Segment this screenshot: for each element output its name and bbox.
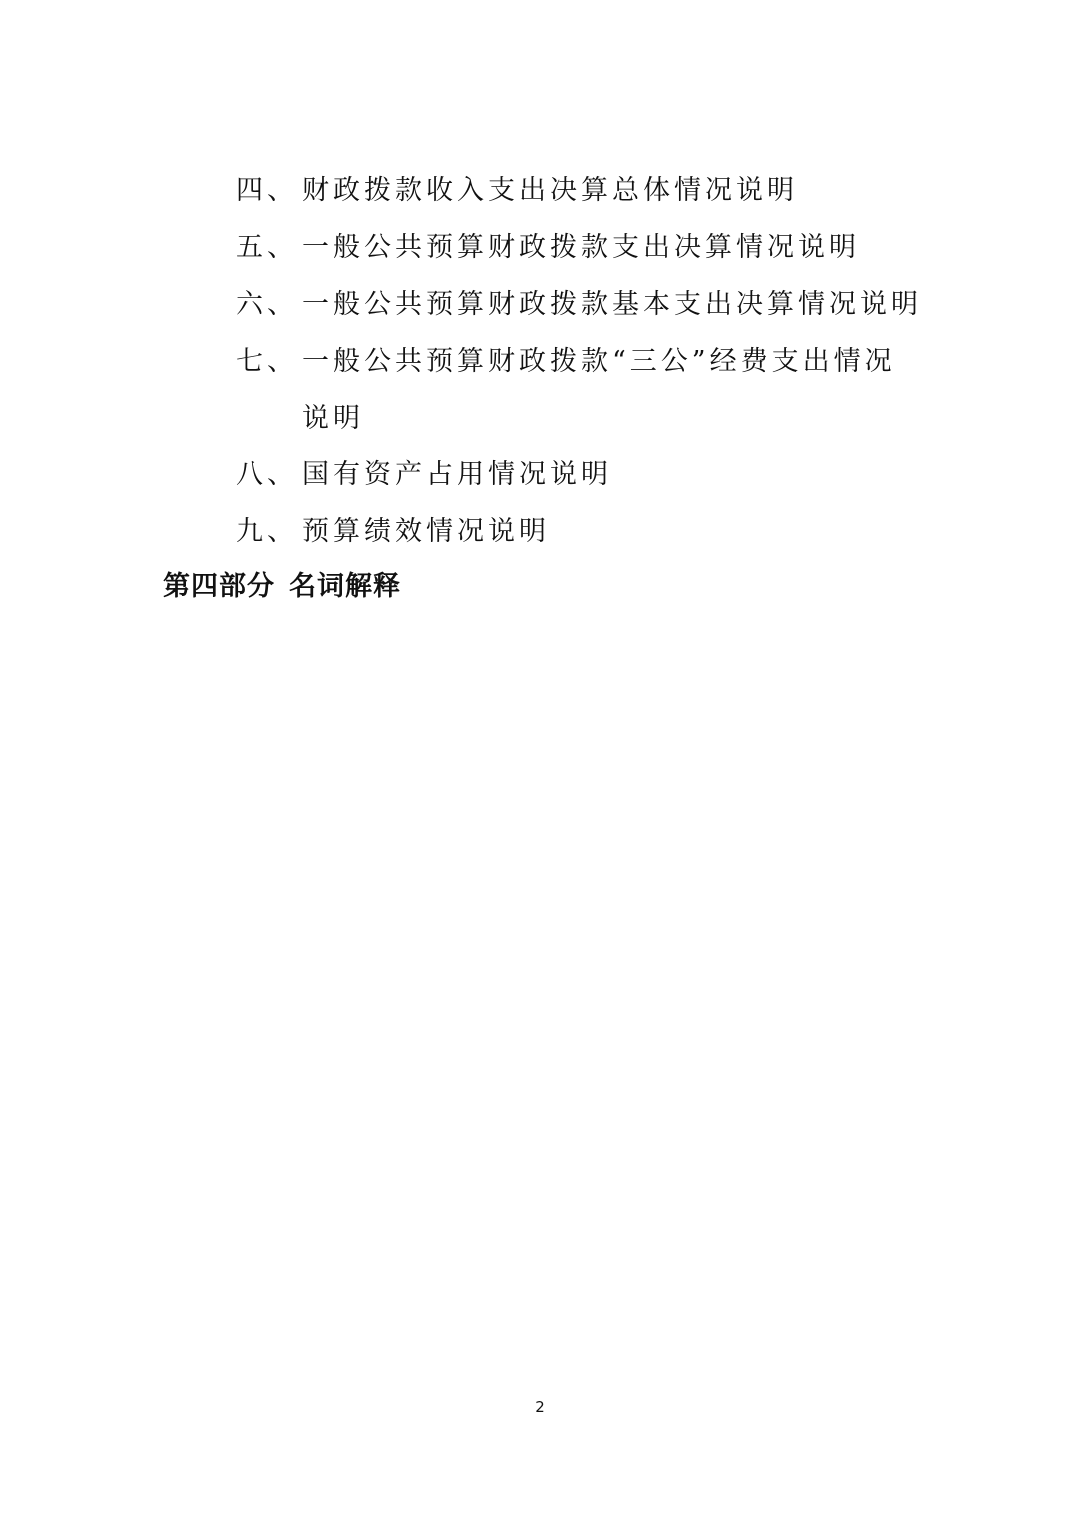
toc-item-number: 七、 [236,346,298,377]
toc-item-number: 四、 [236,175,298,206]
toc-item-number: 六、 [236,289,298,320]
toc-item-title: 预算绩效情况说明 [302,516,550,547]
toc-item-title: 一般公共预算财政拨款基本支出决算情况说明 [302,289,922,320]
toc-item-7 [236,333,922,447]
toc-item-number: 八、 [236,459,298,490]
page-number: 2 [535,1398,545,1416]
toc-item-4 [236,162,922,219]
section-part-label: 第四部分 [163,571,275,602]
toc-item-9 [236,503,922,560]
toc-item-number: 九、 [236,516,298,547]
toc-item-title: 一般公共预算财政拨款支出决算情况说明 [302,232,860,263]
section-title: 名词解释 [289,571,401,602]
toc-item-title: 财政拨款收入支出决算总体情况说明 [302,175,798,206]
toc-item-5 [236,219,922,276]
toc-item-8 [236,446,922,503]
toc-item-title: 一般公共预算财政拨款“三公”经费支出情况说明 [302,346,896,434]
toc-item-number: 五、 [236,232,298,263]
toc-item-6 [236,276,922,333]
section-heading [163,562,401,612]
toc-item-title: 国有资产占用情况说明 [302,459,612,490]
